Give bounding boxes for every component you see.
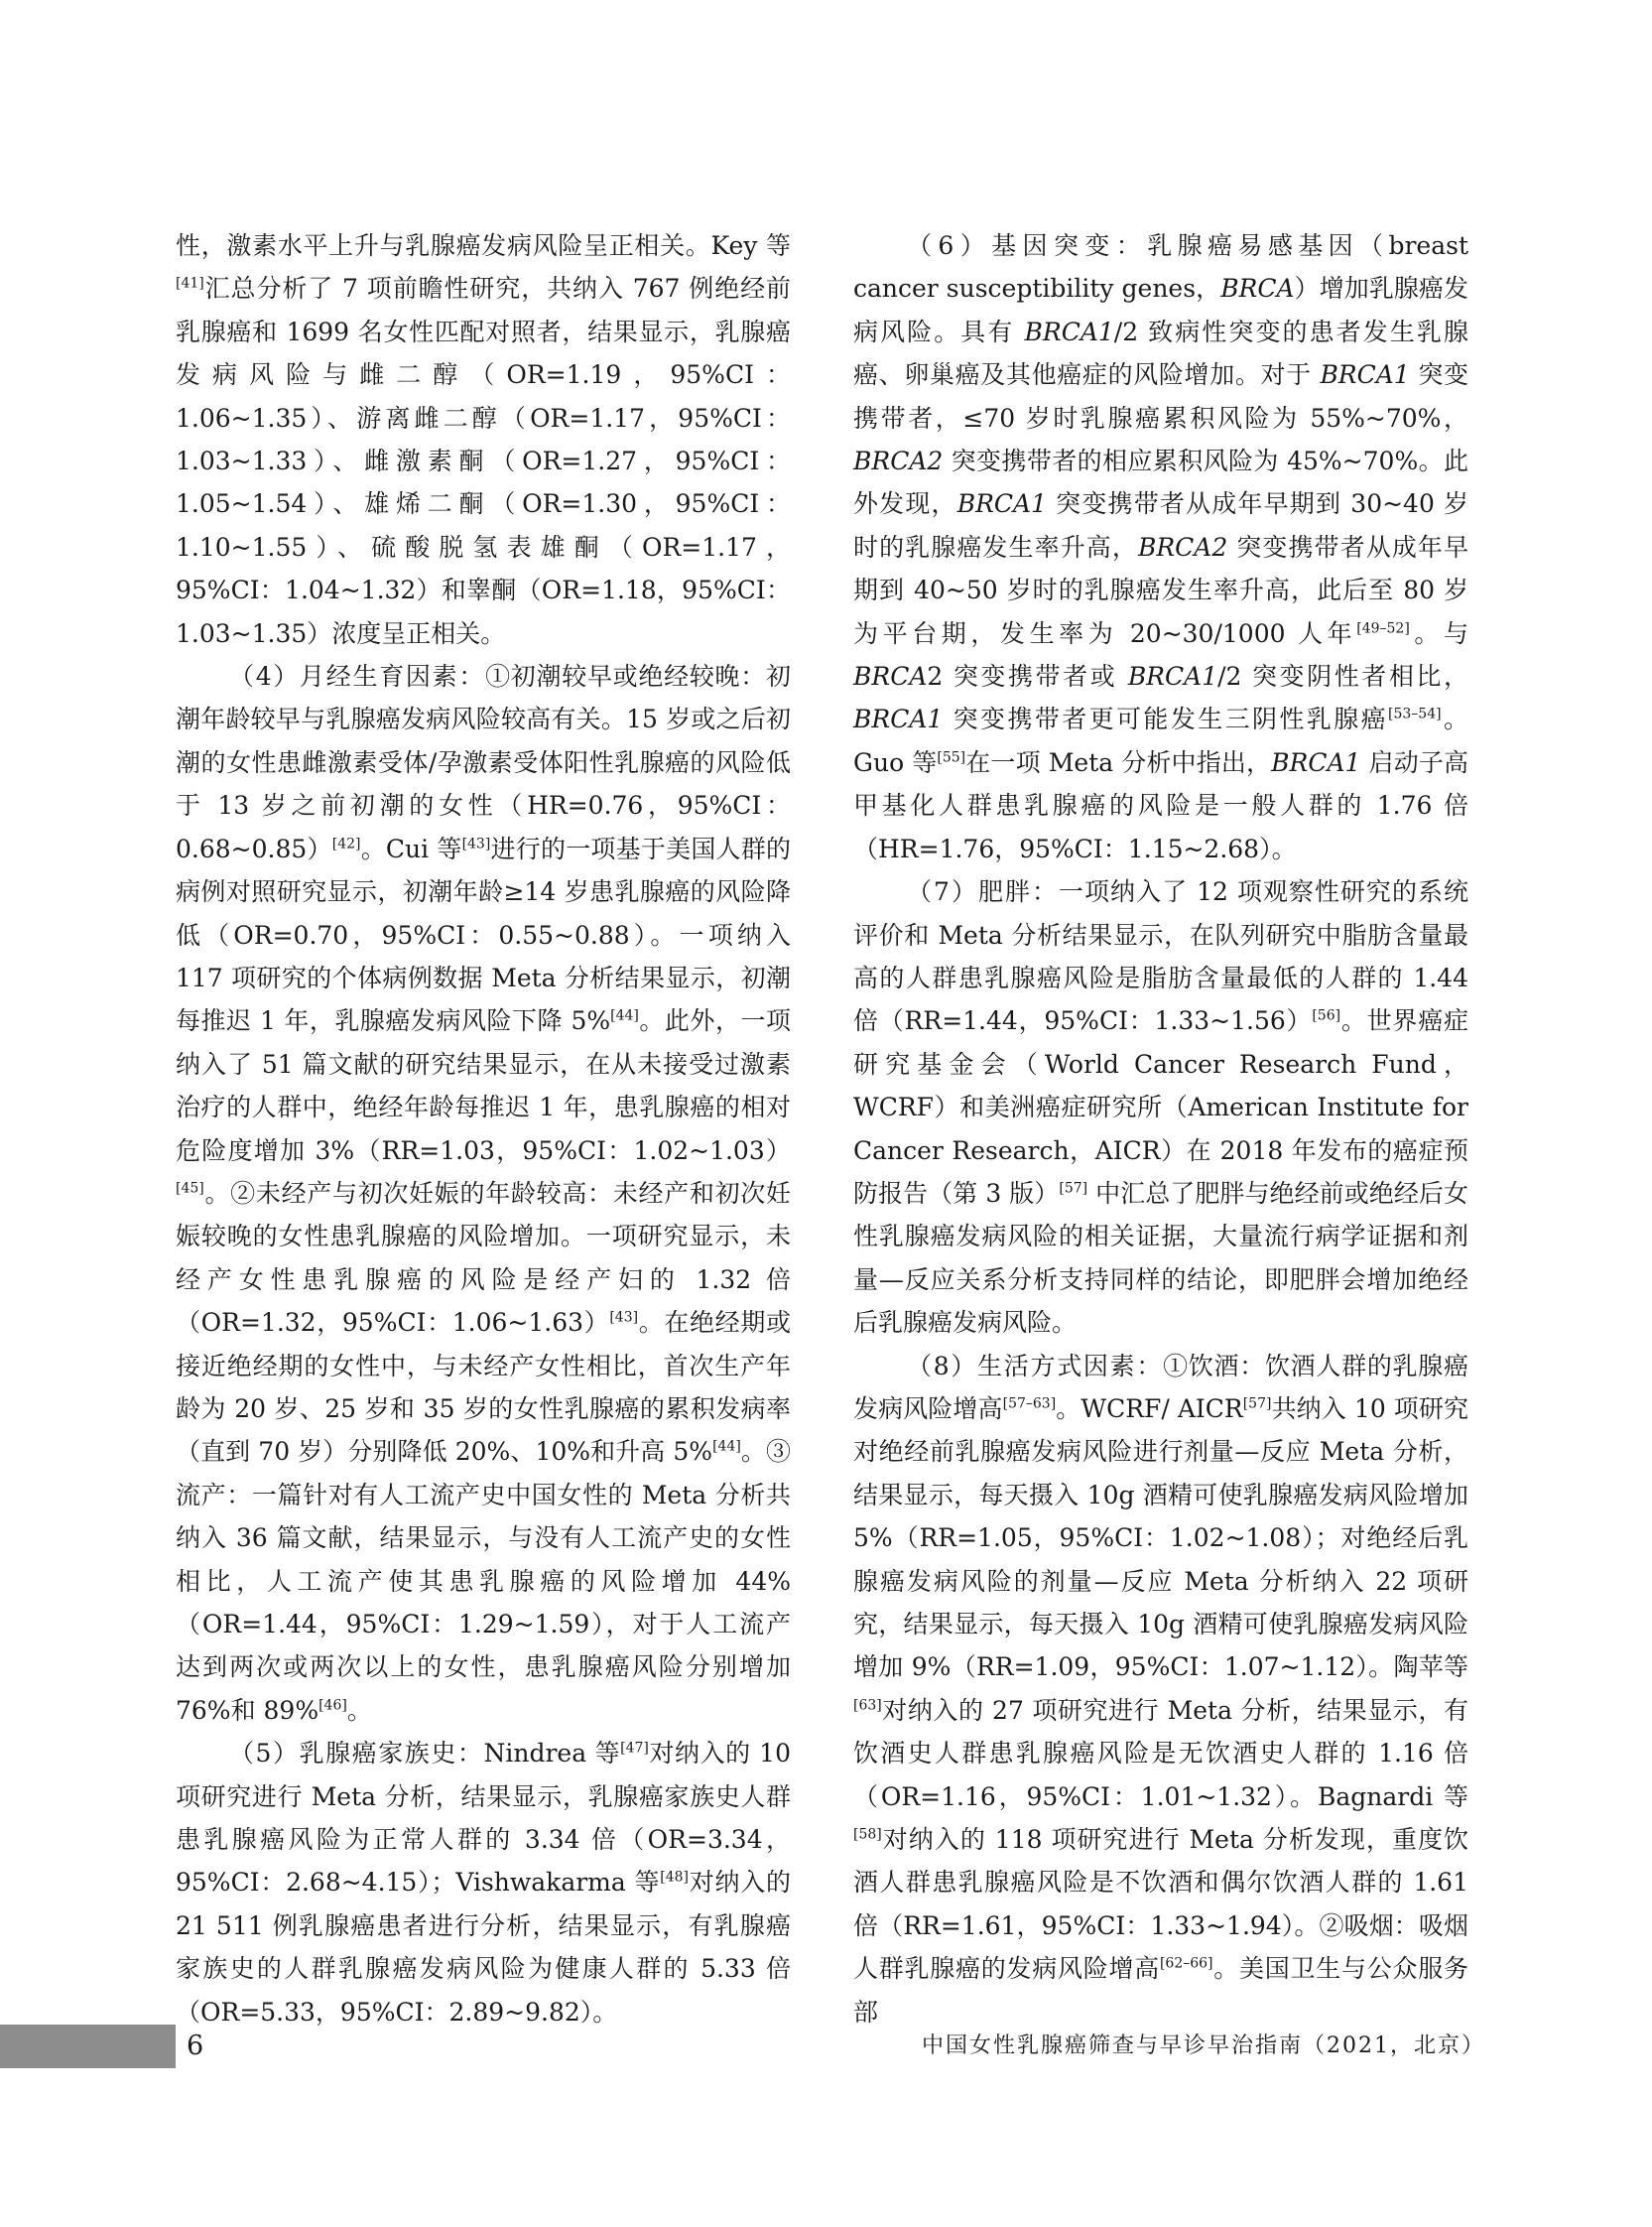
citation-ref: [57] [1242, 1395, 1272, 1412]
text-run: /2 致病性突变的患者发生乳腺癌、卵巢癌及其他癌症的风险增加。对于 [853, 317, 1469, 390]
text-run: 突变携带者从成年早期到 30~40 岁时的乳腺癌发生率升高， [853, 489, 1468, 562]
text-run: 对纳入的 21 511 例乳腺癌患者进行分析，结果显示，有乳腺癌家族史的人群乳腺癌发病风险为健康人群的 5.33 倍（OR=5.33，95%CI：2.89~9.82）。 [176, 1868, 791, 2027]
citation-ref: [57] [1059, 1180, 1088, 1197]
text-run: 启动子高甲基化人群患乳腺癌的风险是一般人群的 1.76 倍（HR=1.76，95%CI：1.15~2.68）。 [853, 747, 1468, 863]
citation-ref: [42] [331, 836, 361, 852]
gene-name: BRCA1 [956, 489, 1048, 519]
text-run: ）增加乳腺癌发病风险。具有 [853, 274, 1468, 346]
text-run: 对纳入的 10 项研究进行 Meta 分析，结果显示，乳腺癌家族史人群患乳腺癌风险为正常人群的 3.34 倍（OR=3.34，95%CI：2.68~4.15）；Vishwakarma 等 [176, 1739, 791, 1898]
text-run: 。WCRF/ AICR [1056, 1393, 1243, 1423]
paragraph-p3 [176, 1732, 791, 2033]
paragraph-p4 [853, 224, 1468, 870]
text-run: 。在绝经期或接近绝经期的女性中，与未经产女性相比，首次生产年龄为 20 岁、25 岁和 35 岁的女性乳腺癌的累积发病率（直到 70 岁）分别降低 20%、10%和升高 5% [176, 1308, 791, 1467]
paragraph-p6 [853, 1345, 1468, 2034]
text-run: 。Cui 等 [360, 834, 462, 863]
text-run: 乳腺癌易感基因（breast cancer susceptibility genes， [853, 231, 1468, 304]
text-run: Nindrea 等 [483, 1739, 621, 1768]
text-run: 突变携带者更可能发生三阴性乳腺癌 [943, 705, 1389, 734]
text-run: 在一项 Meta 分析中指出， [965, 747, 1272, 777]
gene-name: BRCA [853, 662, 928, 692]
citation-ref: [44] [610, 1007, 639, 1024]
text-run: ①初潮较早或绝经较晚：初潮年龄较早与乳腺癌发病风险较高有关。15 岁或之后初潮的女性患雌激素受体/孕激素受体阳性乳腺癌的风险低于 13 岁之前初潮的女性（HR=0.76，95%CI：0.68~0.85） [176, 662, 791, 863]
paragraph-p2 [176, 655, 791, 1732]
citation-ref: [46] [318, 1697, 347, 1714]
text-run: 一项纳入了 12 项观察性研究的系统评价和 Meta 分析结果显示，在队列研究中脂肪含量最高的人群患乳腺癌风险是脂肪含量最低的人群的 1.44 倍（RR=1.44，95%CI：1.33~1.56） [853, 877, 1468, 1036]
citation-ref: [62–66] [1159, 1955, 1213, 1972]
page-number: 6 [187, 2030, 204, 2061]
citation-ref: [56] [1312, 1007, 1341, 1024]
section-heading: （6）基因突变： [907, 231, 1148, 260]
gene-name: BRCA [1220, 274, 1295, 304]
gene-name: BRCA1 [1271, 747, 1361, 777]
text-run: 性，激素水平上升与乳腺癌发病风险呈正相关。Key 等 [176, 231, 791, 260]
text-run: 突变携带者的相应累积风险为 45%~70%。此外发现， [853, 447, 1468, 519]
text-run: 。③流产：一篇针对有人工流产史中国女性的 Meta 分析共纳入 36 篇文献，结果显示，与没有人工流产史的女性相比，人工流产使其患乳腺癌的风险增加 44%（OR=1.44，95%CI：1.29~1.59），对于人工流产达到两次或两次以上的女性，患乳腺癌风险分别增加 76%和 89% [176, 1437, 791, 1725]
text-run: ①饮酒：饮酒人群的乳腺癌发病风险增高 [853, 1351, 1468, 1423]
text-run: 突变携带者从成年早期到 40~50 岁时的乳腺癌发生率升高，此后至 80 岁为平台期，发生率为 20~30/1000 人年 [853, 532, 1468, 648]
text-run: 。Guo 等 [853, 705, 1468, 777]
citation-ref: [55] [937, 749, 966, 766]
citation-ref: [44] [712, 1439, 741, 1456]
paragraph-p1 [176, 224, 791, 655]
text-run: 对纳入的 27 项研究进行 Meta 分析，结果显示，有饮酒史人群患乳腺癌风险是无饮酒史人群的 1.16 倍（OR=1.16，95%CI：1.01~1.32）。Bagnardi 等 [853, 1695, 1468, 1811]
citation-ref: [53–54] [1388, 707, 1442, 723]
gene-name: BRCA2 [853, 447, 944, 476]
citation-ref: [43] [461, 836, 491, 852]
citation-ref: [45] [176, 1180, 204, 1197]
citation-ref: [57–63] [1002, 1395, 1057, 1412]
text-run: 。②未经产与初次妊娠的年龄较高：未经产和初次妊娠较晚的女性患乳腺癌的风险增加。一项研究显示，未经产女性患乳腺癌的风险是经产妇的 1.32 倍（OR=1.32，95%CI：1.06~1.63） [176, 1178, 791, 1338]
section-heading: （8）生活方式因素： [907, 1351, 1164, 1380]
section-heading: （7）肥胖： [907, 877, 1060, 907]
footer-bar [0, 2025, 176, 2068]
citation-ref: [63] [853, 1697, 882, 1714]
running-title: 中国女性乳腺癌筛查与早诊早治指南（2021，北京） [922, 2033, 1485, 2058]
text-run: 。世界癌症研究基金会（World Cancer Research Fund，WCRF）和美洲癌症研究所（American Institute for Cancer Research，AICR）在 2018 年发布的癌症预防报告（第 3 版） [853, 1006, 1468, 1208]
gene-name: BRCA2 [1137, 532, 1228, 562]
text-run: 汇总分析了 7 项前瞻性研究，共纳入 767 例绝经前乳腺癌和 1699 名女性匹配对照者，结果显示，乳腺癌发病风险与雌二醇（OR=1.19，95%CI：1.06~1.35）、游离雌二醇（OR=1.17，95%CI：1.03~1.33）、雌激素酮（OR=1.27，95%CI：1.05~1.54）、雄烯二酮（OR=1.30，95%CI：1.10~1.55）、硫酸脱氢表雄酮（OR=1.17，95%CI：1.04~1.32）和睾酮（OR=1.18，95%CI：1.03~1.35）浓度呈正相关。 [176, 274, 791, 648]
text-run: 。美国卫生与公众服务部 [853, 1954, 1468, 2027]
citation-ref: [48] [660, 1870, 689, 1887]
text-run: 。与 [1409, 618, 1468, 648]
text-run: 对纳入的 118 项研究进行 Meta 分析发现，重度饮酒人群患乳腺癌风险是不饮酒和偶尔饮酒人群的 1.61 倍（RR=1.61，95%CI：1.33~1.94）。②吸烟：吸烟人群乳腺癌的发病风险增高 [853, 1825, 1468, 1984]
citation-ref: [47] [620, 1740, 649, 1757]
gene-name: BRCA1 [1024, 317, 1114, 346]
gene-name: BRCA1 [1320, 360, 1410, 390]
text-run: 2 突变携带者或 [927, 662, 1128, 692]
citation-ref: [58] [853, 1826, 882, 1843]
citation-ref: [43] [609, 1309, 639, 1326]
text-run: /2 突变阴性者相比， [1217, 662, 1468, 692]
gene-name: BRCA1 [1127, 662, 1218, 692]
text-run: 。此外，一项纳入了 51 篇文献的研究结果显示，在从未接受过激素治疗的人群中，绝经年龄每推迟 1 年，患乳腺癌的相对危险度增加 3%（RR=1.03，95%CI：1.02~1.03） [176, 1006, 791, 1165]
right-column [853, 224, 1468, 2033]
left-column [176, 224, 791, 2033]
text-run: 共纳入 10 项研究对绝经前乳腺癌发病风险进行剂量—反应 Meta 分析，结果显示，每天摄入 10g 酒精可使乳腺癌发病风险增加 5%（RR=1.05，95%CI：1.02~1.08）；对绝经后乳腺癌发病风险的剂量—反应 Meta 分析纳入 22 项研究，结果显示，每天摄入 10g 酒精可使乳腺癌发病风险增加 9%（RR=1.09，95%CI：1.07~1.12）。陶苹等 [853, 1393, 1468, 1682]
gene-name: BRCA1 [853, 705, 944, 734]
text-run: 突变携带者，≤70 岁时乳腺癌累积风险为 55%~70%， [853, 360, 1468, 433]
text-run: 中汇总了肥胖与绝经前或绝经后女性乳腺癌发病风险的相关证据，大量流行病学证据和剂量—反应关系分析支持同样的结论，即肥胖会增加绝经后乳腺癌发病风险。 [853, 1178, 1468, 1338]
text-run: 进行的一项基于美国人群的病例对照研究显示，初潮年龄≥14 岁患乳腺癌的风险降低（OR=0.70，95%CI：0.55~0.88）。一项纳入 117 项研究的个体病例数据 Meta 分析结果显示，初潮每推迟 1 年，乳腺癌发病风险下降 5% [176, 834, 791, 1036]
text-run: 。 [346, 1695, 372, 1725]
paragraph-p5 [853, 870, 1468, 1344]
citation-ref: [41] [176, 276, 204, 293]
section-heading: （5）乳腺癌家族史： [229, 1739, 484, 1768]
section-heading: （4）月经生育因素： [229, 662, 486, 692]
citation-ref: [49–52] [1356, 620, 1410, 637]
